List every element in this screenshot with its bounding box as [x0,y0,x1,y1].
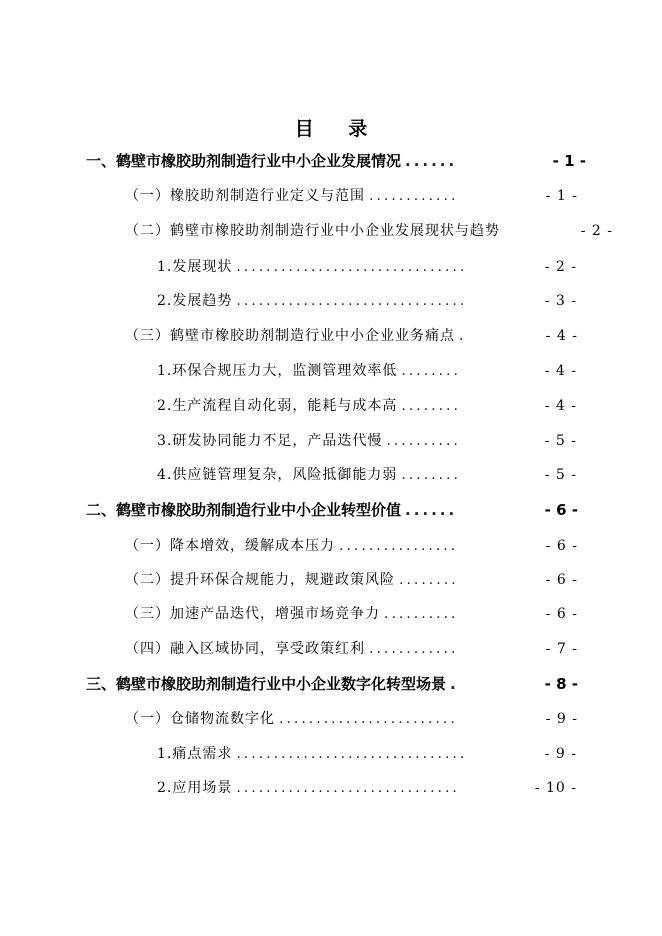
toc-entry-text: 三、鹤壁市橡胶助剂制造行业中小企业数字化转型场景 [86,675,447,693]
toc-page-number: - 1 - [552,152,586,170]
toc-entry-text: （二）鹤壁市橡胶助剂制造行业中小企业发展现状与趋势 [125,223,500,239]
toc-entry-text: 1.痛点需求 [157,746,233,762]
toc-page-number: - 4 - [545,328,578,344]
toc-page-number: - 6 - [545,572,578,588]
toc-leader-dots: ............ [369,641,459,657]
toc-page-number: - 9 - [545,711,578,727]
toc-entry-subsection[interactable] [157,464,577,484]
toc-leader-dots: ................ [339,538,459,554]
toc-page-number: - 6 - [545,606,578,622]
toc-entry-section[interactable] [125,708,578,728]
toc-page-number: - 6 - [545,538,578,554]
toc-page-number: - 7 - [545,641,578,657]
toc-entry-section[interactable] [125,569,578,589]
toc-page-number: - 9 - [544,746,577,762]
toc-leader-dots: ............................... [236,293,468,309]
toc-entry-text: 3.研发协同能力不足，产品迭代慢 [157,433,383,449]
toc-leader-dots: . [450,675,459,693]
toc-leader-dots: .......... [384,606,459,622]
toc-entry-section[interactable] [125,603,578,623]
toc-entry-chapter-2[interactable] [86,499,578,520]
toc-entry-text: 2.应用场景 [157,780,233,796]
toc-entry-chapter-1[interactable] [86,150,586,171]
toc-leader-dots: .............................. [236,780,460,796]
toc-leader-dots: ...... [405,501,458,519]
toc-entry-text: （二）提升环保合规能力，规避政策风险 [125,572,395,588]
toc-leader-dots: ........................ [279,711,458,727]
toc-entry-text: 2.发展趋势 [157,293,233,309]
toc-entry-text: （一）仓储物流数字化 [125,711,275,727]
toc-page-number: - 4 - [544,398,577,414]
toc-entry-subsection[interactable] [157,395,577,415]
toc-leader-dots: ............................... [236,259,468,275]
toc-entry-chapter-3[interactable] [86,673,578,694]
toc-entry-subsection[interactable] [157,430,577,450]
toc-entry-text: 二、鹤壁市橡胶助剂制造行业中小企业转型价值 [86,501,402,519]
toc-leader-dots: ........ [401,363,461,379]
toc-page-number: - 1 - [545,188,578,204]
toc-entry-text: （四）融入区域协同，享受政策红利 [125,641,365,657]
toc-entry-text: 一、鹤壁市橡胶助剂制造行业中小企业发展情况 [86,152,402,170]
toc-page-number: - 4 - [544,363,577,379]
toc-leader-dots: ........ [399,572,459,588]
toc-entry-text: （一）降本增效，缓解成本压力 [125,538,335,554]
toc-entry-subsection[interactable] [157,360,577,380]
toc-page-number: - 6 - [544,501,578,519]
toc-leader-dots: ............ [369,188,459,204]
toc-entry-text: 1.环保合规压力大，监测管理效率低 [157,363,398,379]
toc-leader-dots: ...... [405,152,458,170]
toc-leader-dots: .......... [386,433,461,449]
toc-entry-subsection[interactable] [157,256,577,276]
toc-leader-dots: ........ [401,467,461,483]
toc-entry-text: （三）加速产品迭代，增强市场竞争力 [125,606,380,622]
toc-entry-section[interactable] [125,220,613,240]
toc-entry-text: （一）橡胶助剂制造行业定义与范围 [125,188,365,204]
toc-leader-dots: ........ [401,398,461,414]
toc-entry-text: 1.发展现状 [157,259,233,275]
toc-entry-text: 2.生产流程自动化弱，能耗与成本高 [157,398,398,414]
toc-title: 目 录 [294,118,382,140]
toc-page-number: - 8 - [544,675,578,693]
toc-entry-text: 4.供应链管理复杂，风险抵御能力弱 [157,467,398,483]
toc-page-number: - 5 - [544,467,577,483]
toc-page-number: - 10 - [534,780,577,796]
toc-entry-section[interactable] [125,325,578,345]
toc-entry-subsection[interactable] [157,777,577,797]
toc-entry-text: （三）鹤壁市橡胶助剂制造行业中小企业业务痛点 [125,328,455,344]
toc-entry-section[interactable] [125,185,578,205]
toc-page-number: - 5 - [544,433,577,449]
toc-leader-dots: ............................... [236,746,468,762]
toc-entry-subsection[interactable] [157,290,577,310]
toc-page-number: - 2 - [544,259,577,275]
toc-entry-section[interactable] [125,535,578,555]
toc-page-number: - 2 - [580,223,613,239]
toc-entry-subsection[interactable] [157,743,577,763]
toc-page-number: - 3 - [544,293,577,309]
toc-entry-section[interactable] [125,638,578,658]
toc-leader-dots: . [459,328,467,344]
